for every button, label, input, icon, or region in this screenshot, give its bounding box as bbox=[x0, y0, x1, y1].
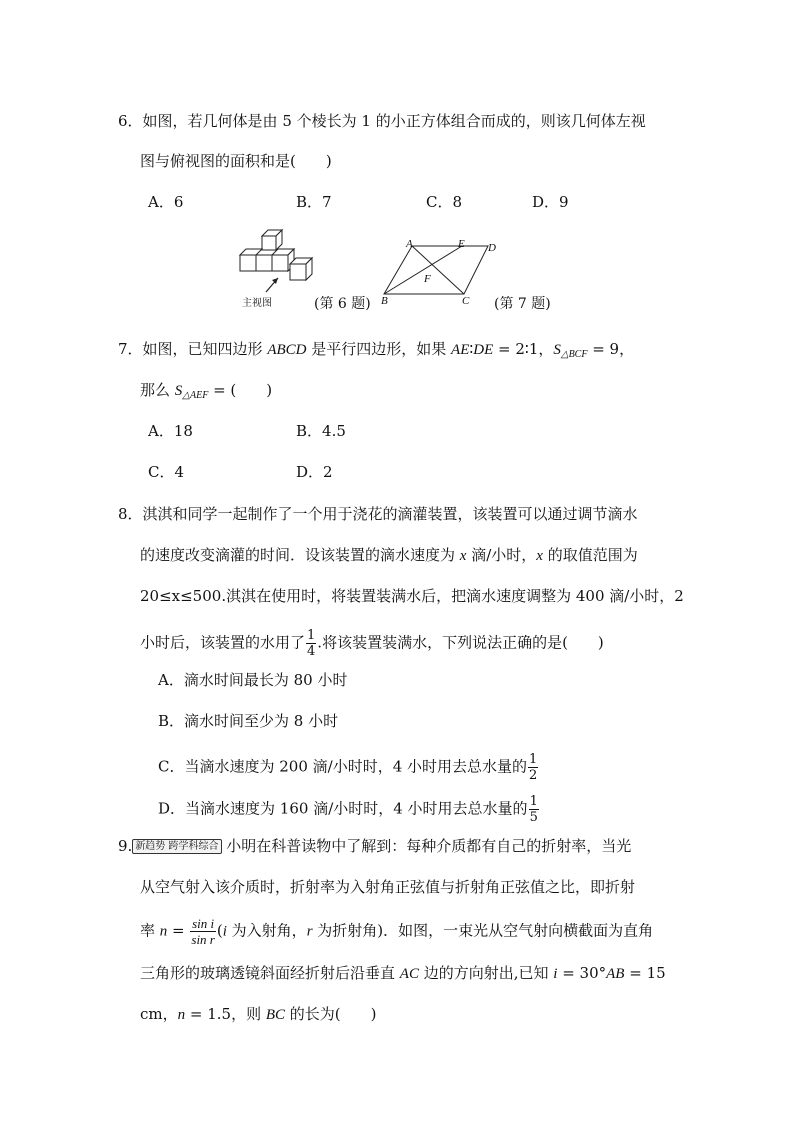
q6-stem-line1: 6．如图，若几何体是由 5 个棱长为 1 的小正方体组合而成的，则该几何体左视 bbox=[118, 112, 646, 130]
q7-abcd: ABCD bbox=[267, 342, 307, 358]
q8-text: .将该装置装满水，下列说法正确的是( ) bbox=[317, 633, 604, 652]
q7-area-value: = 9， bbox=[587, 340, 635, 358]
q9-text: 小明在科普读物中了解到：每种介质都有自己的折射率，当光 bbox=[226, 837, 632, 855]
q7-ae: AE bbox=[451, 342, 470, 358]
fraction-numerator: 1 bbox=[307, 628, 316, 643]
q9-stem-line5 bbox=[140, 1004, 377, 1025]
q8-option-c bbox=[158, 752, 539, 783]
q6-option-c: C．8 bbox=[426, 193, 463, 211]
q9-text: 三角形的玻璃透镜斜面经折射后沿垂直 bbox=[140, 964, 400, 982]
q9-side-bc: BC bbox=[265, 1007, 286, 1023]
q7-option-c: C．4 bbox=[148, 463, 185, 481]
q7-text: 7．如图，已知四边形 bbox=[118, 340, 268, 358]
fraction-numerator: 1 bbox=[529, 752, 538, 767]
q8-text: 的取值范围为 bbox=[542, 546, 638, 564]
q7-text: 那么 bbox=[140, 381, 175, 399]
q9-refraction-fraction bbox=[190, 916, 215, 947]
q9-stem-line4 bbox=[140, 963, 666, 984]
q9-var-n: n bbox=[177, 1007, 186, 1023]
q9-stem-line3 bbox=[140, 916, 653, 947]
q6-option-d: D．9 bbox=[532, 193, 569, 211]
q9-text: cm， bbox=[140, 1005, 178, 1023]
q9-stem-line2: 从空气射入该介质时，折射率为入射角正弦值与折射角正弦值之比，即折射 bbox=[140, 878, 636, 896]
fraction-denominator: 2 bbox=[529, 768, 538, 783]
q9-text: 为入射角， bbox=[226, 921, 307, 940]
q6-option-a: A．6 bbox=[148, 193, 184, 211]
q8-option-c-fraction bbox=[528, 752, 538, 783]
q9-category-badge: 新趋势 跨学科综合 bbox=[132, 839, 221, 854]
q8-option-c-text: C．当滴水速度为 200 滴/小时时，4 小时用去总水量的 bbox=[158, 757, 528, 776]
fig7-caption: (第 7 题) bbox=[494, 296, 551, 312]
q9-var-i: i bbox=[222, 923, 227, 940]
q8-option-d bbox=[158, 794, 540, 825]
q7-option-a: A．18 bbox=[148, 422, 193, 440]
q8-stem-line1: 8．淇淇和同学一起制作了一个用于浇花的滴灌装置，该装置可以通过调节滴水 bbox=[118, 505, 638, 523]
q8-option-d-fraction bbox=[529, 794, 539, 825]
q9-text: = 30° bbox=[557, 964, 607, 982]
q7-colon: ∶ bbox=[469, 340, 474, 358]
q7-stem-line1 bbox=[118, 339, 634, 365]
q9-side-ac: AC bbox=[399, 966, 419, 982]
q8-stem-line2 bbox=[140, 545, 638, 566]
q9-text: 边的方向射出,已知 bbox=[418, 964, 554, 982]
fig7-point-d: D bbox=[488, 242, 496, 254]
q9-var-r: r bbox=[306, 923, 313, 940]
fraction-numerator: 1 bbox=[529, 794, 538, 809]
q8-text: 的速度改变滴灌的时间．设该装置的滴水速度为 bbox=[140, 546, 460, 564]
fraction-denominator: 5 bbox=[529, 810, 538, 825]
q8-fraction bbox=[306, 628, 316, 659]
q7-text: = ( ) bbox=[208, 381, 273, 399]
q8-stem-line3: 20≤x≤500.淇淇在使用时，将装置装满水后，把滴水速度调整为 400 滴/小时，2 bbox=[140, 587, 684, 605]
q9-text: ( bbox=[216, 921, 223, 940]
q9-number: 9. bbox=[118, 837, 133, 855]
fraction-numerator: sin i bbox=[192, 916, 215, 931]
q9-var-n: n bbox=[159, 923, 168, 940]
q7-stem-line2 bbox=[140, 380, 272, 406]
q8-var-x: x bbox=[459, 548, 467, 564]
q9-text: 的长为( ) bbox=[285, 1005, 377, 1023]
q7-area-s: S bbox=[553, 342, 561, 358]
q9-text: = bbox=[167, 921, 190, 940]
fraction-denominator: sin r bbox=[191, 932, 215, 947]
q8-option-b: B．滴水时间至少为 8 小时 bbox=[158, 712, 339, 730]
q7-ratio: = 2∶1， bbox=[493, 340, 554, 358]
q9-text: 率 bbox=[140, 921, 160, 940]
q9-stem-line1 bbox=[118, 836, 631, 856]
q9-text: 为折射角)．如图，一束光从空气射向横截面为直角 bbox=[312, 921, 654, 940]
fig7-parallelogram-diagram bbox=[378, 236, 498, 302]
q9-side-ab: AB bbox=[606, 966, 625, 982]
q7-option-d: D．2 bbox=[296, 463, 333, 481]
q7-option-b: B．4.5 bbox=[296, 422, 346, 440]
q9-var-i: i bbox=[553, 966, 558, 982]
fig6-caption: (第 6 题) bbox=[314, 296, 371, 312]
q7-area-sub: △BCF bbox=[560, 349, 588, 360]
q7-de: DE bbox=[473, 342, 494, 358]
q8-var-x: x bbox=[536, 548, 543, 564]
q7-text: 是平行四边形，如果 bbox=[306, 340, 452, 358]
fig6-front-view-label: 主视图 bbox=[242, 298, 272, 309]
fig7-point-b: B bbox=[381, 295, 388, 307]
q6-stem-line2: 图与俯视图的面积和是( ) bbox=[140, 152, 332, 170]
fig7-point-f: F bbox=[424, 273, 431, 285]
q9-text: = 1.5，则 bbox=[185, 1005, 266, 1023]
q7-area-sub: △AEF bbox=[182, 390, 209, 401]
q8-text: 小时后，该装置的水用了 bbox=[140, 633, 306, 652]
q7-area-s: S bbox=[174, 383, 183, 399]
q8-option-d-text: D．当滴水速度为 160 滴/小时时，4 小时用去总水量的 bbox=[158, 799, 528, 818]
fig7-point-e: E bbox=[458, 238, 465, 250]
q8-text: 滴/小时， bbox=[466, 546, 537, 564]
fraction-denominator: 4 bbox=[307, 644, 316, 659]
q8-stem-line4 bbox=[140, 628, 604, 659]
q8-option-a: A．滴水时间最长为 80 小时 bbox=[158, 671, 348, 689]
fig7-point-c: C bbox=[462, 295, 470, 307]
q6-option-b: B．7 bbox=[296, 193, 332, 211]
fig7-point-a: A bbox=[406, 238, 413, 250]
fig6-cubes-diagram bbox=[236, 228, 320, 296]
q9-text: = 15 bbox=[624, 964, 666, 982]
